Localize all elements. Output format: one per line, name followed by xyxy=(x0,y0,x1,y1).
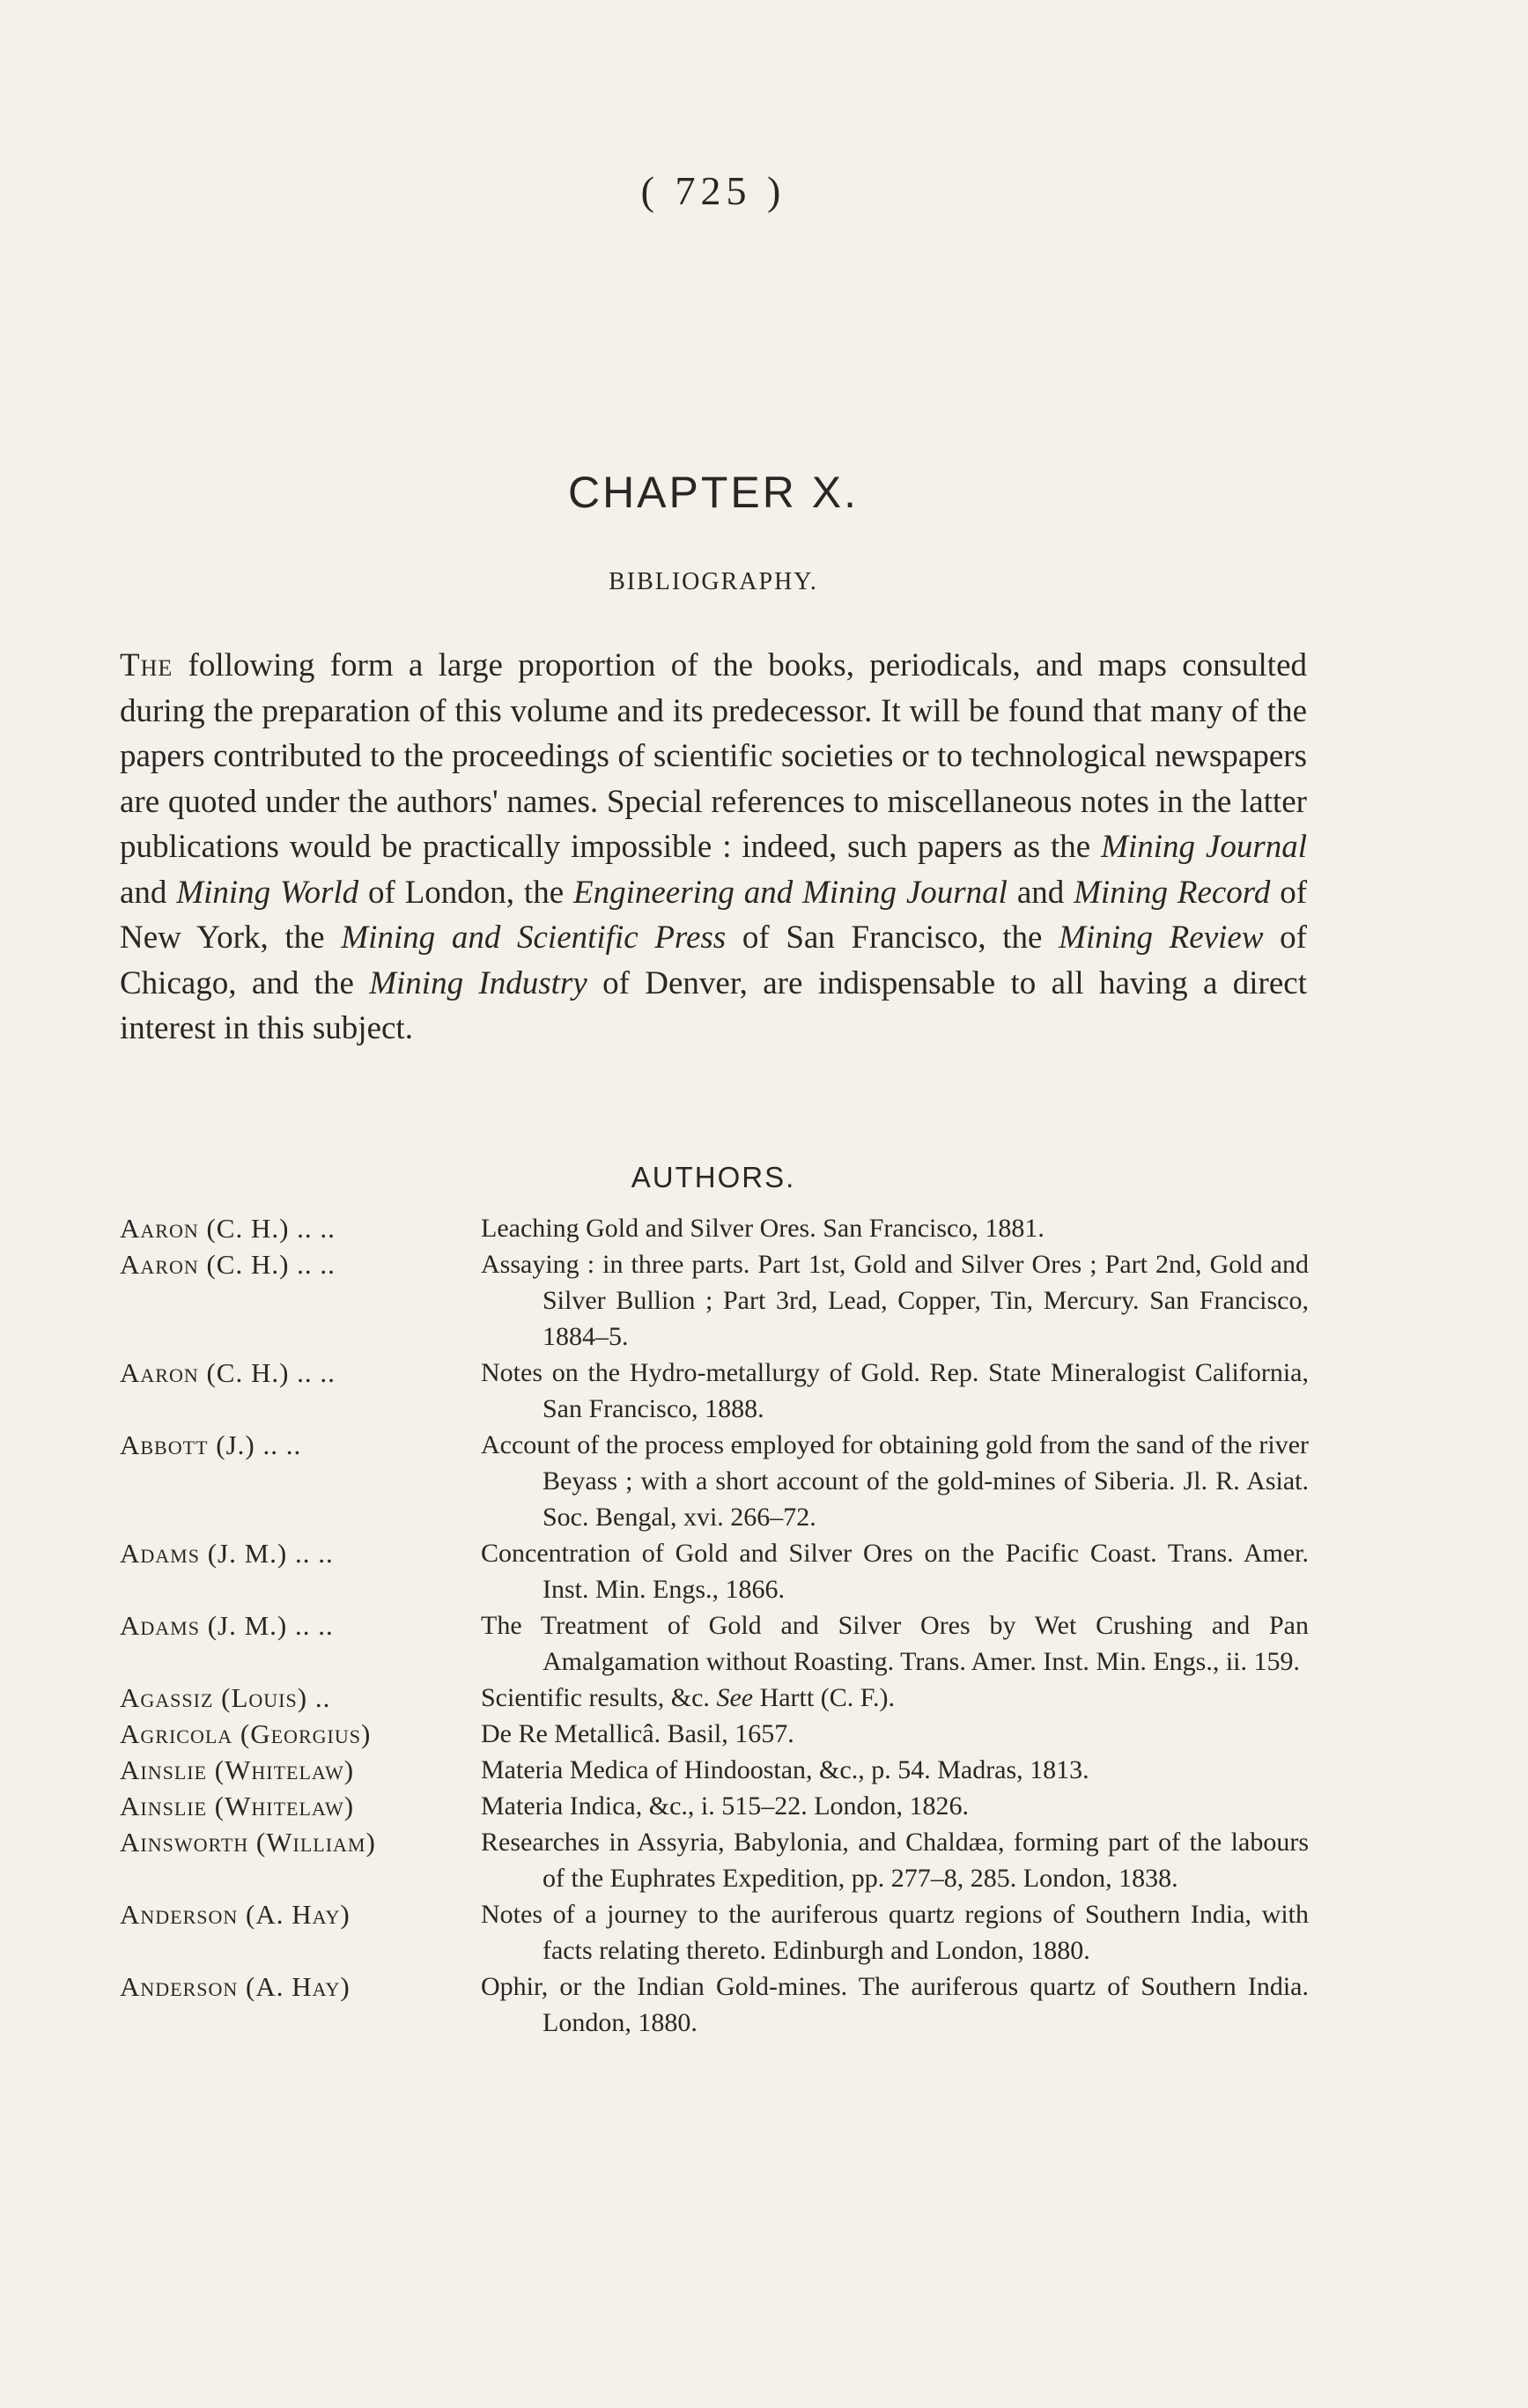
entry-author xyxy=(120,1680,481,1716)
author-name: Adams (J. M.) .. .. xyxy=(120,1610,334,1641)
periodical-title: Mining and Scientific Press xyxy=(341,920,727,956)
author-name: Abbott (J.) .. .. xyxy=(120,1429,302,1460)
bibliography-entry xyxy=(120,1210,1309,1246)
entry-reference: Materia Indica, &c., i. 515–22. London, 1826. xyxy=(481,1791,970,1821)
intro-text: following form a large proportion of the books, periodicals, and maps consulted during the preparation of this volume and its predecessor. It will be found that many of the papers contributed to the proceedings of scientific societies or to technological newspapers are quoted under the authors' names. Special references to miscellaneous notes in the latter publications would be practically impossible : indeed, such papers as the xyxy=(120,647,1307,865)
entry-reference: Notes on the Hydro-metallurgy of Gold. Rep. State Mineralogist California, San Francisco, 1888. xyxy=(481,1358,1309,1423)
bibliography-entry xyxy=(120,1355,1309,1427)
author-name: Aaron (C. H.) .. .. xyxy=(120,1357,336,1388)
intro-paragraph xyxy=(120,643,1307,1052)
intro-text: of London, the xyxy=(358,874,573,911)
entry-reference: Materia Medica of Hindoostan, &c., p. 54. Madras, 1813. xyxy=(481,1755,1089,1784)
author-name: Agricola (Georgius) xyxy=(120,1718,372,1749)
author-name: Adams (J. M.) .. .. xyxy=(120,1538,334,1569)
bibliography-entry xyxy=(120,1607,1309,1680)
author-name: Ainslie (Whitelaw) xyxy=(120,1791,355,1821)
bibliography-entry xyxy=(120,1752,1309,1788)
periodical-title: Mining Review xyxy=(1059,920,1264,956)
intro-text: of Denver, are indispensable to all having a direct interest in this subject. xyxy=(120,964,1307,1046)
entry-author xyxy=(120,1752,481,1788)
bibliography-entry xyxy=(120,1427,1309,1535)
see-reference: See xyxy=(716,1683,754,1712)
entry-author xyxy=(120,1427,481,1463)
bibliography-entry xyxy=(120,1535,1309,1607)
chapter-title: CHAPTER X. xyxy=(567,468,860,517)
author-name: Ainslie (Whitelaw) xyxy=(120,1754,355,1785)
author-name: Aaron (C. H.) .. .. xyxy=(120,1213,336,1244)
periodical-title: Mining World xyxy=(176,874,359,911)
entry-reference: De Re Metallicâ. Basil, 1657. xyxy=(481,1719,794,1748)
bibliography-entry xyxy=(120,1969,1309,2041)
author-name: Anderson (A. Hay) xyxy=(120,1971,351,2002)
bibliography-entry xyxy=(120,1680,1309,1716)
entry-author xyxy=(120,1969,481,2005)
bibliography-entry xyxy=(120,1824,1309,1896)
intro-text: of New York, the xyxy=(120,874,1308,956)
entry-author xyxy=(120,1824,481,1860)
intro-text: and xyxy=(1007,874,1074,911)
entry-author xyxy=(120,1210,481,1246)
bibliography-entry xyxy=(120,1716,1309,1752)
periodical-title: Mining Journal xyxy=(1101,829,1307,865)
author-name: Ainsworth (William) xyxy=(120,1827,376,1858)
entry-reference xyxy=(481,1680,1309,1716)
intro-text: of Chicago, and the xyxy=(120,920,1307,1001)
entry-reference: Leaching Gold and Silver Ores. San Francisco, 1881. xyxy=(481,1214,1045,1243)
author-name: Anderson (A. Hay) xyxy=(120,1899,351,1930)
entry-author xyxy=(120,1246,481,1282)
entry-author xyxy=(120,1535,481,1571)
intro-lead-word: The xyxy=(120,647,173,683)
authors-heading: AUTHORS. xyxy=(631,1161,796,1193)
bibliography-entry xyxy=(120,1788,1309,1824)
periodical-title: Mining Record xyxy=(1074,874,1271,911)
reference-text: Hartt (C. F.). xyxy=(753,1683,895,1712)
entry-reference: Researches in Assyria, Babylonia, and Chaldæa, forming part of the labours of the Euphrates Expedition, pp. 277–8, 285. London, 1838. xyxy=(481,1828,1309,1893)
author-name: Aaron (C. H.) .. .. xyxy=(120,1249,336,1280)
entry-author xyxy=(120,1355,481,1391)
entry-author xyxy=(120,1788,481,1824)
entry-reference: The Treatment of Gold and Silver Ores by Wet Crushing and Pan Amalgamation without Roasting. Trans. Amer. Inst. Min. Engs., ii. 159. xyxy=(481,1611,1309,1676)
entry-reference: Assaying : in three parts. Part 1st, Gold and Silver Ores ; Part 2nd, Gold and Silver Bullion ; Part 3rd, Lead, Copper, Tin, Mercury. San Francisco, 1884–5. xyxy=(481,1250,1309,1351)
bibliography-list xyxy=(120,1210,1309,2041)
intro-text: and xyxy=(120,874,177,911)
bibliography-entry xyxy=(120,1246,1309,1355)
entry-author xyxy=(120,1896,481,1932)
entry-reference: Ophir, or the Indian Gold-mines. The auriferous quartz of Southern India. London, 1880. xyxy=(481,1972,1309,2037)
section-title: BIBLIOGRAPHY. xyxy=(609,568,818,595)
entry-author xyxy=(120,1716,481,1752)
intro-text: of San Francisco, the xyxy=(726,920,1059,956)
author-name: Agassiz (Louis) .. xyxy=(120,1682,331,1713)
entry-author xyxy=(120,1607,481,1643)
entry-reference: Notes of a journey to the auriferous quartz regions of Southern India, with facts relating thereto. Edinburgh and London, 1880. xyxy=(481,1900,1309,1965)
page-number: ( 725 ) xyxy=(640,168,786,213)
reference-text: Scientific results, &c. xyxy=(481,1683,717,1712)
entry-reference: Account of the process employed for obtaining gold from the sand of the river Beyass ; with a short account of the gold-mines of Siberia. Jl. R. Asiat. Soc. Bengal, xvi. 266–72. xyxy=(481,1430,1309,1532)
periodical-title: Mining Industry xyxy=(369,964,587,1001)
bibliography-entry xyxy=(120,1896,1309,1969)
periodical-title: Engineering and Mining Journal xyxy=(572,874,1008,911)
entry-reference: Concentration of Gold and Silver Ores on the Pacific Coast. Trans. Amer. Inst. Min. Engs., 1866. xyxy=(481,1539,1309,1604)
